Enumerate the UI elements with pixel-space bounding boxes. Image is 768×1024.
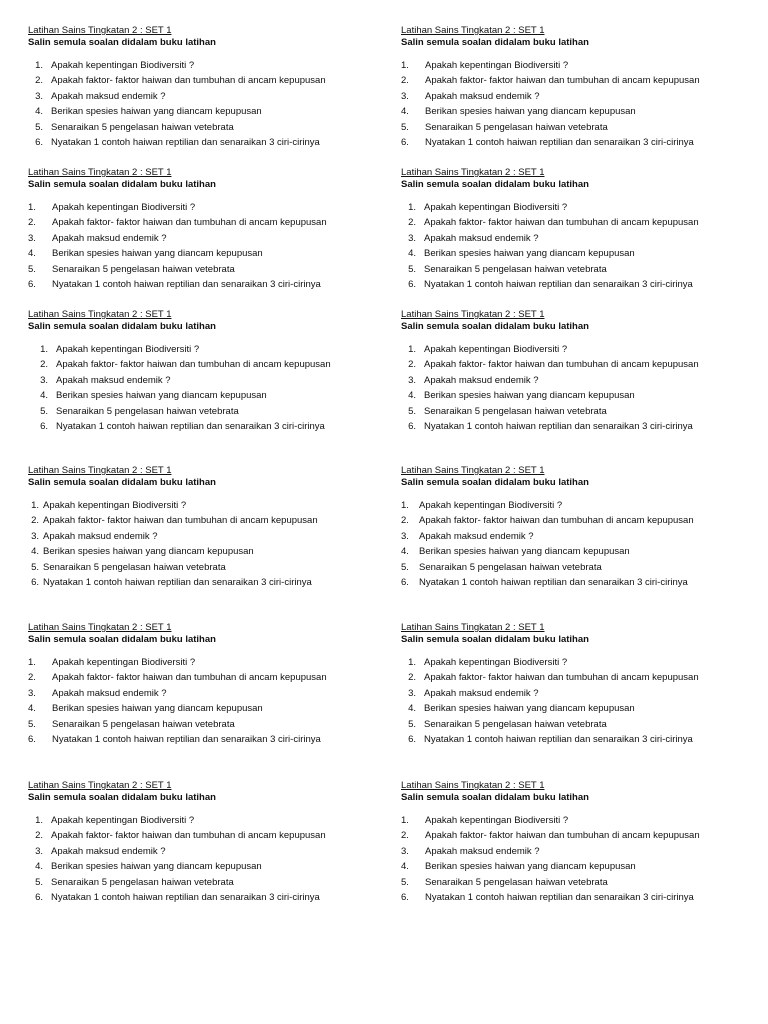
worksheet-copy xyxy=(28,309,383,434)
question-item xyxy=(28,231,383,246)
worksheet-title: Latihan Sains Tingkatan 2 : SET 1 xyxy=(401,465,545,476)
question-item xyxy=(28,498,383,513)
question-item xyxy=(28,73,383,88)
question-number: 3. xyxy=(40,374,48,386)
question-item xyxy=(28,357,383,372)
question-text: Apakah kepentingan Biodiversiti ? xyxy=(52,657,196,668)
question-number: 2. xyxy=(408,672,416,684)
question-item xyxy=(28,277,383,292)
question-item xyxy=(28,844,383,859)
worksheet-title: Latihan Sains Tingkatan 2 : SET 1 xyxy=(28,309,172,320)
question-text: Apakah faktor- faktor haiwan dan tumbuhan di ancam kepupusan xyxy=(425,830,700,842)
question-item xyxy=(401,231,756,246)
worksheet-instruction: Salin semula soalan didalam buku latihan xyxy=(401,37,589,48)
question-text: Apakah faktor- faktor haiwan dan tumbuhan di ancam kepupusan xyxy=(424,359,699,371)
question-item xyxy=(28,200,383,215)
worksheet-title: Latihan Sains Tingkatan 2 : SET 1 xyxy=(401,25,545,36)
question-item xyxy=(401,262,756,277)
question-number: 2. xyxy=(408,359,416,371)
question-text: Senaraikan 5 pengelasan haiwan vetebrata xyxy=(43,561,226,573)
question-text: Apakah faktor- faktor haiwan dan tumbuhan di ancam kepupusan xyxy=(424,672,699,684)
question-item xyxy=(28,215,383,230)
question-number: 5. xyxy=(28,263,36,275)
worksheet-copy xyxy=(28,780,383,905)
question-item xyxy=(28,686,383,701)
question-number: 5. xyxy=(28,718,36,730)
question-number: 4. xyxy=(31,546,39,558)
question-number: 1. xyxy=(408,344,416,355)
question-number: 1. xyxy=(408,202,416,213)
question-item xyxy=(28,419,383,434)
question-item xyxy=(28,513,383,528)
question-number: 5. xyxy=(35,121,43,133)
question-text: Nyatakan 1 contoh haiwan reptilian dan senaraikan 3 ciri-cirinya xyxy=(52,279,321,291)
question-item xyxy=(401,655,756,670)
question-item xyxy=(401,890,756,905)
question-item xyxy=(28,701,383,716)
question-text: Apakah kepentingan Biodiversiti ? xyxy=(56,344,200,355)
question-number: 2. xyxy=(408,217,416,229)
question-list xyxy=(28,342,383,434)
question-text: Senaraikan 5 pengelasan haiwan vetebrata xyxy=(424,263,607,275)
question-text: Apakah maksud endemik ? xyxy=(52,232,167,244)
question-number: 3. xyxy=(408,232,416,244)
question-list xyxy=(28,200,383,292)
question-text: Nyatakan 1 contoh haiwan reptilian dan senaraikan 3 ciri-cirinya xyxy=(56,421,325,433)
question-text: Apakah kepentingan Biodiversiti ? xyxy=(425,60,569,71)
worksheet-instruction: Salin semula soalan didalam buku latihan xyxy=(28,634,216,645)
question-text: Apakah maksud endemik ? xyxy=(43,530,158,542)
question-number: 5. xyxy=(408,405,416,417)
question-number: 1. xyxy=(35,815,43,826)
question-list xyxy=(401,342,756,434)
question-text: Apakah maksud endemik ? xyxy=(419,530,534,542)
question-number: 6. xyxy=(408,734,416,746)
question-text: Berikan spesies haiwan yang diancam kepupusan xyxy=(425,106,636,118)
worksheet-title: Latihan Sains Tingkatan 2 : SET 1 xyxy=(28,780,172,791)
question-list xyxy=(28,498,383,590)
question-number: 5. xyxy=(401,121,409,133)
question-text: Apakah maksud endemik ? xyxy=(425,90,540,102)
question-text: Apakah faktor- faktor haiwan dan tumbuhan di ancam kepupusan xyxy=(425,75,700,87)
worksheet-instruction: Salin semula soalan didalam buku latihan xyxy=(401,321,589,332)
worksheet-instruction: Salin semula soalan didalam buku latihan xyxy=(401,792,589,803)
worksheet-copy xyxy=(401,25,756,150)
question-number: 3. xyxy=(401,90,409,102)
question-text: Apakah maksud endemik ? xyxy=(425,845,540,857)
question-text: Nyatakan 1 contoh haiwan reptilian dan senaraikan 3 ciri-cirinya xyxy=(51,137,320,149)
question-text: Nyatakan 1 contoh haiwan reptilian dan senaraikan 3 ciri-cirinya xyxy=(419,577,688,589)
worksheet-instruction: Salin semula soalan didalam buku latihan xyxy=(401,179,589,190)
question-item xyxy=(28,560,383,575)
question-text: Berikan spesies haiwan yang diancam kepupusan xyxy=(52,703,263,715)
question-text: Senaraikan 5 pengelasan haiwan vetebrata xyxy=(51,121,234,133)
question-text: Apakah faktor- faktor haiwan dan tumbuhan di ancam kepupusan xyxy=(51,75,326,87)
question-text: Apakah kepentingan Biodiversiti ? xyxy=(424,202,568,213)
question-text: Apakah kepentingan Biodiversiti ? xyxy=(424,344,568,355)
question-text: Apakah kepentingan Biodiversiti ? xyxy=(419,500,563,511)
question-text: Apakah kepentingan Biodiversiti ? xyxy=(424,657,568,668)
worksheet-copy xyxy=(28,622,383,747)
question-item xyxy=(401,575,756,590)
question-item xyxy=(28,120,383,135)
question-text: Apakah kepentingan Biodiversiti ? xyxy=(51,815,195,826)
question-text: Apakah faktor- faktor haiwan dan tumbuhan di ancam kepupusan xyxy=(52,672,327,684)
question-text: Senaraikan 5 pengelasan haiwan vetebrata xyxy=(56,405,239,417)
question-text: Apakah faktor- faktor haiwan dan tumbuhan di ancam kepupusan xyxy=(424,217,699,229)
question-list xyxy=(401,498,756,590)
question-number: 5. xyxy=(401,876,409,888)
question-item xyxy=(401,717,756,732)
question-number: 4. xyxy=(35,106,43,118)
question-list xyxy=(401,200,756,292)
question-number: 6. xyxy=(401,137,409,149)
question-text: Apakah maksud endemik ? xyxy=(424,687,539,699)
question-number: 1. xyxy=(401,60,409,71)
question-number: 4. xyxy=(408,703,416,715)
question-number: 1. xyxy=(401,815,409,826)
question-number: 3. xyxy=(401,530,409,542)
question-text: Berikan spesies haiwan yang diancam kepupusan xyxy=(419,546,630,558)
question-number: 3. xyxy=(408,687,416,699)
question-item xyxy=(401,404,756,419)
question-text: Senaraikan 5 pengelasan haiwan vetebrata xyxy=(424,405,607,417)
question-number: 1. xyxy=(35,60,43,71)
question-text: Apakah faktor- faktor haiwan dan tumbuhan di ancam kepupusan xyxy=(52,217,327,229)
question-text: Berikan spesies haiwan yang diancam kepupusan xyxy=(56,390,267,402)
question-item xyxy=(401,104,756,119)
question-text: Nyatakan 1 contoh haiwan reptilian dan senaraikan 3 ciri-cirinya xyxy=(424,279,693,291)
question-number: 5. xyxy=(408,718,416,730)
question-text: Senaraikan 5 pengelasan haiwan vetebrata xyxy=(424,718,607,730)
worksheet-copy xyxy=(401,167,756,292)
question-text: Apakah maksud endemik ? xyxy=(51,845,166,857)
question-text: Berikan spesies haiwan yang diancam kepupusan xyxy=(51,106,262,118)
question-text: Senaraikan 5 pengelasan haiwan vetebrata xyxy=(419,561,602,573)
question-item xyxy=(401,419,756,434)
question-text: Berikan spesies haiwan yang diancam kepupusan xyxy=(424,703,635,715)
worksheet-instruction: Salin semula soalan didalam buku latihan xyxy=(28,37,216,48)
question-item xyxy=(401,277,756,292)
question-number: 4. xyxy=(401,106,409,118)
question-number: 5. xyxy=(408,263,416,275)
question-number: 1. xyxy=(28,202,36,213)
question-list xyxy=(28,813,383,905)
question-item xyxy=(28,135,383,150)
question-item xyxy=(401,844,756,859)
question-item xyxy=(401,120,756,135)
question-number: 6. xyxy=(28,734,36,746)
question-item xyxy=(28,890,383,905)
question-item xyxy=(28,262,383,277)
question-item xyxy=(28,404,383,419)
question-list xyxy=(28,58,383,150)
worksheet-copy xyxy=(28,167,383,292)
question-text: Apakah kepentingan Biodiversiti ? xyxy=(51,60,195,71)
question-number: 5. xyxy=(401,561,409,573)
question-text: Berikan spesies haiwan yang diancam kepupusan xyxy=(43,546,254,558)
question-text: Apakah kepentingan Biodiversiti ? xyxy=(425,815,569,826)
question-item xyxy=(28,670,383,685)
question-number: 4. xyxy=(401,546,409,558)
question-text: Apakah maksud endemik ? xyxy=(52,687,167,699)
question-number: 2. xyxy=(401,515,409,527)
question-number: 4. xyxy=(35,861,43,873)
question-number: 4. xyxy=(401,861,409,873)
question-item xyxy=(28,717,383,732)
question-list xyxy=(401,655,756,747)
question-number: 4. xyxy=(408,248,416,260)
question-number: 2. xyxy=(28,217,36,229)
question-text: Nyatakan 1 contoh haiwan reptilian dan senaraikan 3 ciri-cirinya xyxy=(424,421,693,433)
question-item xyxy=(28,388,383,403)
worksheet-copy xyxy=(401,465,756,590)
worksheet-title: Latihan Sains Tingkatan 2 : SET 1 xyxy=(401,622,545,633)
question-list xyxy=(28,655,383,747)
question-number: 3. xyxy=(35,90,43,102)
question-text: Nyatakan 1 contoh haiwan reptilian dan senaraikan 3 ciri-cirinya xyxy=(424,734,693,746)
question-number: 6. xyxy=(408,421,416,433)
worksheet-title: Latihan Sains Tingkatan 2 : SET 1 xyxy=(28,25,172,36)
question-item xyxy=(401,73,756,88)
worksheet-title: Latihan Sains Tingkatan 2 : SET 1 xyxy=(401,167,545,178)
question-number: 3. xyxy=(401,845,409,857)
worksheet-instruction: Salin semula soalan didalam buku latihan xyxy=(28,477,216,488)
question-number: 6. xyxy=(35,137,43,149)
question-item xyxy=(401,828,756,843)
question-item xyxy=(401,246,756,261)
question-item xyxy=(401,529,756,544)
question-number: 3. xyxy=(28,232,36,244)
question-text: Senaraikan 5 pengelasan haiwan vetebrata xyxy=(52,263,235,275)
question-item xyxy=(28,373,383,388)
question-item xyxy=(401,560,756,575)
question-item xyxy=(401,357,756,372)
question-text: Berikan spesies haiwan yang diancam kepupusan xyxy=(51,861,262,873)
question-text: Senaraikan 5 pengelasan haiwan vetebrata xyxy=(51,876,234,888)
question-list xyxy=(401,58,756,150)
question-number: 4. xyxy=(408,390,416,402)
question-item xyxy=(401,498,756,513)
question-number: 2. xyxy=(28,672,36,684)
worksheet-copy xyxy=(401,309,756,434)
question-item xyxy=(28,104,383,119)
question-number: 1. xyxy=(401,500,409,511)
question-number: 2. xyxy=(35,75,43,87)
question-text: Senaraikan 5 pengelasan haiwan vetebrata xyxy=(425,876,608,888)
question-number: 2. xyxy=(401,830,409,842)
worksheet-instruction: Salin semula soalan didalam buku latihan xyxy=(28,179,216,190)
question-item xyxy=(401,686,756,701)
question-number: 2. xyxy=(31,515,39,527)
question-item xyxy=(401,200,756,215)
worksheet-copy xyxy=(28,465,383,590)
question-item xyxy=(28,828,383,843)
question-item xyxy=(401,701,756,716)
question-text: Apakah kepentingan Biodiversiti ? xyxy=(43,500,187,511)
question-number: 2. xyxy=(401,75,409,87)
question-item xyxy=(401,544,756,559)
worksheet-instruction: Salin semula soalan didalam buku latihan xyxy=(28,321,216,332)
worksheet-copy xyxy=(401,622,756,747)
question-item xyxy=(28,732,383,747)
question-text: Apakah maksud endemik ? xyxy=(424,232,539,244)
question-item xyxy=(401,732,756,747)
question-item xyxy=(401,89,756,104)
question-number: 1. xyxy=(408,657,416,668)
question-text: Nyatakan 1 contoh haiwan reptilian dan senaraikan 3 ciri-cirinya xyxy=(52,734,321,746)
question-text: Berikan spesies haiwan yang diancam kepupusan xyxy=(52,248,263,260)
worksheet-copy xyxy=(401,780,756,905)
question-text: Berikan spesies haiwan yang diancam kepupusan xyxy=(424,248,635,260)
worksheet-instruction: Salin semula soalan didalam buku latihan xyxy=(28,792,216,803)
question-number: 3. xyxy=(408,374,416,386)
question-number: 6. xyxy=(28,279,36,291)
question-text: Apakah faktor- faktor haiwan dan tumbuhan di ancam kepupusan xyxy=(419,515,694,527)
worksheet-title: Latihan Sains Tingkatan 2 : SET 1 xyxy=(28,465,172,476)
question-number: 2. xyxy=(40,359,48,371)
question-text: Apakah faktor- faktor haiwan dan tumbuhan di ancam kepupusan xyxy=(56,359,331,371)
question-item xyxy=(28,813,383,828)
question-text: Apakah maksud endemik ? xyxy=(51,90,166,102)
question-item xyxy=(28,575,383,590)
question-number: 6. xyxy=(31,577,39,589)
question-item xyxy=(401,58,756,73)
worksheet-title: Latihan Sains Tingkatan 2 : SET 1 xyxy=(401,780,545,791)
question-number: 5. xyxy=(40,405,48,417)
worksheet-title: Latihan Sains Tingkatan 2 : SET 1 xyxy=(28,167,172,178)
question-item xyxy=(28,529,383,544)
worksheet-instruction: Salin semula soalan didalam buku latihan xyxy=(401,477,589,488)
question-number: 3. xyxy=(31,530,39,542)
question-text: Nyatakan 1 contoh haiwan reptilian dan senaraikan 3 ciri-cirinya xyxy=(43,577,312,589)
question-number: 6. xyxy=(401,892,409,904)
question-text: Nyatakan 1 contoh haiwan reptilian dan senaraikan 3 ciri-cirinya xyxy=(51,892,320,904)
question-number: 3. xyxy=(35,845,43,857)
question-item xyxy=(28,89,383,104)
question-text: Berikan spesies haiwan yang diancam kepupusan xyxy=(425,861,636,873)
question-number: 6. xyxy=(408,279,416,291)
question-number: 2. xyxy=(35,830,43,842)
question-text: Senaraikan 5 pengelasan haiwan vetebrata xyxy=(52,718,235,730)
question-item xyxy=(401,670,756,685)
question-number: 1. xyxy=(31,500,39,511)
question-item xyxy=(28,655,383,670)
question-item xyxy=(401,373,756,388)
question-text: Apakah faktor- faktor haiwan dan tumbuhan di ancam kepupusan xyxy=(43,515,318,527)
question-text: Nyatakan 1 contoh haiwan reptilian dan senaraikan 3 ciri-cirinya xyxy=(425,137,694,149)
question-number: 4. xyxy=(28,248,36,260)
question-number: 3. xyxy=(28,687,36,699)
question-item xyxy=(401,513,756,528)
question-number: 5. xyxy=(31,561,39,573)
question-item xyxy=(401,135,756,150)
question-item xyxy=(401,388,756,403)
worksheet-title: Latihan Sains Tingkatan 2 : SET 1 xyxy=(401,309,545,320)
question-item xyxy=(401,215,756,230)
question-text: Apakah faktor- faktor haiwan dan tumbuhan di ancam kepupusan xyxy=(51,830,326,842)
question-text: Nyatakan 1 contoh haiwan reptilian dan senaraikan 3 ciri-cirinya xyxy=(425,892,694,904)
question-item xyxy=(28,58,383,73)
question-list xyxy=(401,813,756,905)
question-number: 6. xyxy=(40,421,48,433)
question-number: 5. xyxy=(35,876,43,888)
worksheet-title: Latihan Sains Tingkatan 2 : SET 1 xyxy=(28,622,172,633)
question-item xyxy=(401,859,756,874)
question-text: Berikan spesies haiwan yang diancam kepupusan xyxy=(424,390,635,402)
question-text: Apakah maksud endemik ? xyxy=(56,374,171,386)
question-number: 4. xyxy=(40,390,48,402)
question-number: 6. xyxy=(35,892,43,904)
question-number: 4. xyxy=(28,703,36,715)
question-text: Senaraikan 5 pengelasan haiwan vetebrata xyxy=(425,121,608,133)
question-text: Apakah kepentingan Biodiversiti ? xyxy=(52,202,196,213)
question-item xyxy=(28,875,383,890)
question-item xyxy=(401,342,756,357)
worksheet-copy xyxy=(28,25,383,150)
question-text: Apakah maksud endemik ? xyxy=(424,374,539,386)
question-number: 1. xyxy=(40,344,48,355)
question-number: 6. xyxy=(401,577,409,589)
question-item xyxy=(28,859,383,874)
question-number: 1. xyxy=(28,657,36,668)
question-item xyxy=(28,544,383,559)
worksheet-instruction: Salin semula soalan didalam buku latihan xyxy=(401,634,589,645)
question-item xyxy=(28,342,383,357)
question-item xyxy=(401,813,756,828)
question-item xyxy=(28,246,383,261)
question-item xyxy=(401,875,756,890)
